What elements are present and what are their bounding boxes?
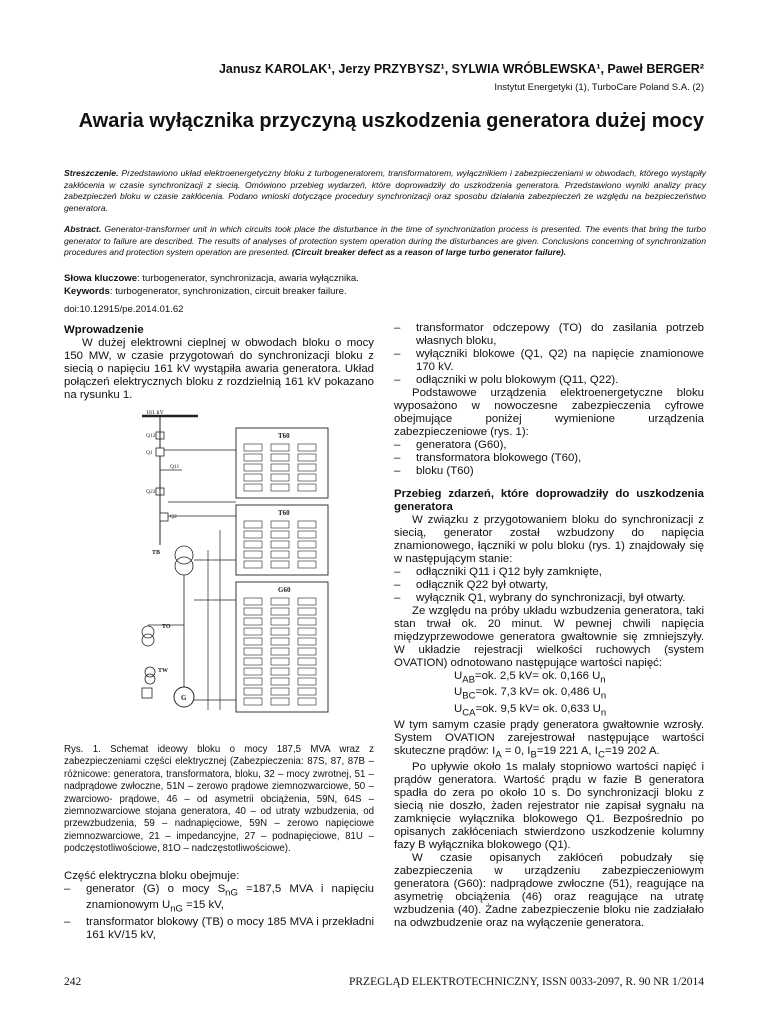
page-number: 242 (64, 976, 82, 988)
equation: $U_{AB}=ok$. 2,5 kV= ok. 0,166 $U_n$ (454, 670, 606, 686)
section-heading: Przebieg zdarzeń, które doprowadziły do uszkodzenia generatora (394, 488, 704, 513)
journal-citation: PRZEGLĄD ELEKTROTECHNICZNY, ISSN 0033-2097, R. 90 NR 1/2014 (348, 976, 704, 988)
keywords-pl (64, 272, 706, 285)
transformer-tb-icon (175, 546, 193, 564)
affiliation: Instytut Energetyki (1), TurboCare Poland S.A. (2) (494, 82, 704, 93)
list-item: – odłączniki Q11 i Q12 były zamknięte, (394, 566, 602, 578)
list-item: – wyłączniki blokowe (Q1, Q2) na napięcie znamionowe 170 kV. (394, 348, 704, 373)
fig-g: G (181, 694, 187, 702)
abstract-pl (64, 168, 706, 214)
left-column-bottom (64, 870, 374, 942)
abstract-pl-label: Streszczenie. (64, 168, 119, 178)
breaker-q1-icon (156, 448, 164, 456)
list-item: – odłącznik Q22 był otwarty, (394, 579, 549, 591)
equation: $U_{BC}=ok$. 7,3 kV= ok. 0,486 $U_n$ (454, 686, 607, 702)
paper-title: Awaria wyłącznika przyczyną uszkodzenia generatora dużej mocy (78, 110, 704, 132)
fig-to: TO (162, 624, 171, 630)
paragraph: Ze względu na próby układu wzbudzenia generatora, taki stan trwał ok. 20 minut. W pewnej chwili napięcia międzyprzewodowe generatora gwałtownie się zmniejszyły. W układzie rejestracji wielkości ruchowych (system OVATION) odnotowano następujące wartości napięć: (394, 605, 704, 669)
keywords-pl-label: Słowa kluczowe (64, 273, 138, 284)
right-column (394, 322, 704, 930)
figure-caption: Rys. 1. Schemat ideowy bloku o mocy 187,5 MVA wraz z zabezpieczeniami części elektrycznej (Zabezpieczenia: 87S, 87, 87B – różnicowe: generatora, transformatora, bloku, 32 – mocy zwrotnej, 51 – nadprądowe zwłoczne, 51N – zerowo prądowe ziemnozwarciowe, 50 – zwarciowo- prądowe, 46 – od asymetrii obciążenia, 59N, 64S – ziemnozwarciowe stojana generatora, 40 – od utraty wzbudzenia, od przewzbudzenia, 59 – nadnapięciowe, 59N – zerowo napięciowe ziemnozwarciowe, 21 – impedancyjne, 27 – podnapięciowe, 81U – podczęstotliwościowe, 81O – nadczęstotliwościowe). (64, 744, 374, 855)
keywords-en-label: Keywords (64, 286, 110, 297)
fig-q12: Q12 (146, 433, 156, 439)
footer (64, 976, 704, 988)
fig-q1: Q1 (146, 450, 153, 456)
abstract-en-text: Generator-transformer unit in which circuits took place the disturbance in the time of synchronization process is presented. The events that bring the turbo generator to failure are described. The results of analyses of protection system operation during the disturbances are given. Conclusions concerning of synchronization procedures and protection system operation are presented. (64, 224, 706, 257)
paragraph: W tym samym czasie prądy generatora gwałtownie wzrosły. System OVATION zarejestrował następujące wartości skuteczne prądów: $I_A = 0$, $I_B=19$ 221 A, $I_C=19$ 202 A. (394, 718, 704, 761)
abstract-en (64, 224, 706, 259)
fig-t60b: T60 (278, 509, 290, 517)
doi: doi:10.12915/pe.2014.01.62 (64, 304, 184, 315)
list-item: – transformator odczepowy (TO) do zasilania potrzeb własnych bloku, (394, 322, 704, 347)
fig-tw: TW (158, 668, 169, 674)
fig-t60a: T60 (278, 432, 290, 440)
paragraph: W związku z przygotowaniem bloku do synchronizacji z siecią, generator został wzbudzony do napięcia znamionowego, łączniki w polu bloku (rys. 1) znajdowały się w następującym stanie: (394, 514, 704, 565)
devices-paragraph: Podstawowe urządzenia elektroenergetyczne bloku wyposażono w nowoczesne zabezpieczenia cyfrowe obejmujące poniżej wymienione urządzenia zabezpieczeniowe (rys. 1): (394, 387, 704, 438)
fig-g60: G60 (278, 586, 291, 594)
breaker-q2-icon (160, 513, 168, 521)
list-item: – generator (G) o mocy $S_{nG} =187,5$ MVA i napięciu znamionowym $U_{nG} =15$ kV, (64, 883, 374, 915)
keywords-pl-text: : turbogenerator, synchronizacja, awaria wyłącznika. (137, 273, 359, 284)
list-item: – transformatora blokowego (T60), (394, 452, 582, 464)
left-column-top (64, 322, 374, 402)
intro-paragraph: W dużej elektrowni cieplnej w obwodach bloku o mocy 150 MW, w czasie przygotowań do synchronizacji bloku z siecią o napięciu 161 kV wystąpiła awaria generatora. Układ połączeń elektrycznych bloku z rozdzielnią 161 kV pokazano na rysunku 1. (64, 337, 374, 401)
list-item: – transformator blokowy (TB) o mocy 185 MVA i przekładni 161 kV/15 kV, (64, 915, 374, 941)
fig-bus-label: 161 kV (146, 410, 164, 416)
fig-tb: TB (152, 550, 161, 556)
list-item: – wyłącznik Q1, wybrany do synchronizacji, był otwarty. (394, 592, 686, 604)
list-item: – bloku (T60) (394, 465, 474, 477)
abstract-pl-text: Przedstawiono układ elektroenergetyczny bloku z turbogeneratorem, transformatorem, wyłącznikiem i zabezpieczeniami w obwodach, którego wystąpiły zakłócenia w czasie synchronizacji z siecią. Omówiono przebieg wydarzeń, które doprowadziły do uszkodzenia generatora. Przedstawiono wyniki analizy pracy zabezpieczeń bloku w czasie zakłócenia. Podano wnioski dotyczące procedury synchronizacji oraz sposobu działania zabezpieczeń ze względu na bezpieczeństwo generatora. (64, 168, 706, 213)
authors: Janusz KAROLAK¹, Jerzy PRZYBYSZ¹, SYLWIA WRÓBLEWSKA¹, Paweł BERGER² (218, 62, 704, 76)
figure-single-line-diagram (138, 410, 353, 740)
relay-panel-g60 (236, 582, 328, 712)
equation: $U_{CA}=ok$. 9,5 kV= ok. 0,633 $U_n$ (454, 702, 607, 718)
keywords-en (64, 285, 706, 298)
keywords-en-text: : turbogenerator, synchronization, circuit breaker failure. (109, 286, 347, 297)
abstract-en-label: Abstract. (64, 224, 102, 234)
fig-q22: Q22 (146, 489, 156, 495)
list-item: – odłączniki w polu blokowym (Q11, Q22). (394, 374, 619, 386)
fig-q2: Q2 (170, 514, 177, 520)
part-intro: Część elektryczna bloku obejmuje: (64, 870, 240, 882)
fig-q11: Q11 (170, 464, 180, 470)
list-item: – generatora (G60), (394, 439, 507, 451)
paragraph: W czasie opisanych zakłóceń pobudzały się zabezpieczenia w urządzeniu zabezpieczeniowym generatora (G60): nadprądowe zwłoczne (51), reagujące na asymetrię obciążenia (46) oraz reagujące na utratę wzbudzenia (40). Żadne zabezpieczenie bloku nie zadziałało na odwzbudzenie oraz na wyłączenie generatora. (394, 852, 704, 930)
intro-heading: Wprowadzenie (64, 324, 144, 336)
paragraph: Po upływie około 1s malały stopniowo wartości napięć i prądów generatora. Wartość prądu w fazie B generatora spadła do zera po około 10 s. Do synchronizacji bloku z siecią nie doszło, żaden rejestrator nie zapisał sygnału na zamknięcie wyłącznika blokowego Q1. Bezpośrednio po opisanych zakłóceniach stwierdzono uszkodzenie kolumny fazy B wyłącznika blokowego (Q1). (394, 761, 704, 852)
abstract-en-title: (Circuit breaker defect as a reason of large turbo generator failure). (291, 247, 566, 257)
